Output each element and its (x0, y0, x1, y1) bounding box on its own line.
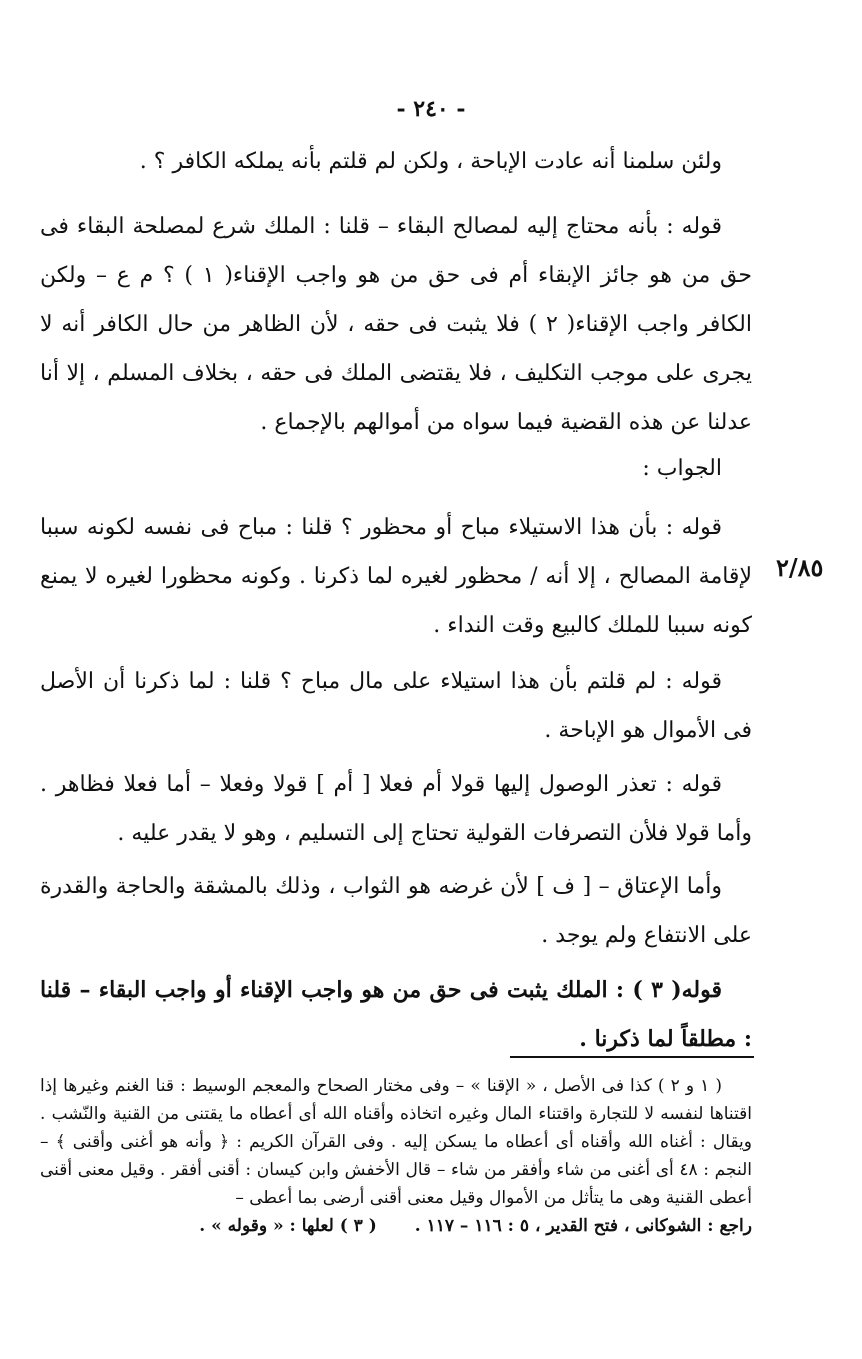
paragraph-block-5 (40, 657, 752, 755)
paragraph-8: قوله( ٣ ) : الملك يثبت فى حق من هو واجب الإقناء أو واجب البقاء – قلنا : مطلقاً لما ذكرنا . (40, 977, 752, 1052)
paragraph-block-2 (40, 202, 752, 447)
footnotes (40, 1072, 752, 1240)
paragraph-5: قوله : لم قلتم بأن هذا استيلاء على مال مباح ؟ قلنا : لما ذكرنا أن الأصل فى الأموال هو الإباحة . (40, 669, 752, 743)
page-number: - ٢٤٠ - (396, 96, 466, 122)
footnote-separator (510, 1056, 754, 1058)
paragraph-4: قوله : بأن هذا الاستيلاء مباح أو محظور ؟ قلنا : مباح فى نفسه لكونه سببا لإقامة المصالح ، إلا أنه / محظور لغيره لما ذكرنا . وكونه محظورا لغيره لا يمنع كونه سببا للملك كالبيع وقت النداء . (40, 515, 752, 638)
paragraph-block-6 (40, 760, 752, 858)
footnote-reference-line (40, 1212, 752, 1240)
paragraph-block-8 (40, 966, 752, 1064)
manuscript-folio-marker: ٢/٨٥ (776, 553, 824, 582)
paragraph-6: قوله : تعذر الوصول إليها قولا أم فعلا [ أم ] قولا وفعلا – أما فعلا فظاهر . وأما قولا فلأن التصرفات القولية تحتاج إلى التسليم ، وهو لا يقدر عليه . (40, 772, 752, 846)
paragraph-2: قوله : بأنه محتاج إليه لمصالح البقاء – قلنا : الملك شرع لمصلحة البقاء فى حق من هو جائز الإبقاء أم فى حق من هو واجب الإقناء( ١ ) ؟ م ع – ولكن الكافر واجب الإقناء( ٢ ) فلا يثبت فى حقه ، لأن الظاهر من حال الكافر أنه لا يجرى على موجب التكليف ، فلا يقتضى الملك فى حقه ، بخلاف المسلم ، إلا أنا عدلنا عن هذه القضية فيما سواه من أموالهم بالإجماع . (40, 214, 752, 435)
footnote-reference: راجع : الشوكانى ، فتح القدير ، ٥ : ١١٦ – ١١٧ . (414, 1216, 752, 1236)
paragraph-1: ولئن سلمنا أنه عادت الإباحة ، ولكن لم قلتم بأنه يملكه الكافر ؟ . (139, 149, 722, 174)
paragraph-block-4 (40, 503, 752, 650)
paragraph-7: وأما الإعتاق – [ ف ] لأن غرضه هو الثواب ، وذلك بالمشقة والحاجة والقدرة على الانتفاع ولم يوجد . (40, 874, 752, 948)
footnote-1-2: ( ١ و ٢ ) كذا فى الأصل ، « الإقنا » – وفى مختار الصحاح والمعجم الوسيط : قنا الغنم وغيرها إذا اقتناها لنفسه لا للتجارة واقتناء المال وغيره اتخاذه وأقناه الله أى أعطاه ما يقتنى من القنية والنّشب . ويقال : أغناه الله وأقناه أى أعطاه ما يسكن إليه . وفى القرآن الكريم : ﴿ وأنه هو أغنى وأقنى ﴾ – النجم : ٤٨ أى أغنى من شاء وأفقر من شاء – قال الأخفش وابن كيسان : أقنى أفقر . وقيل معنى أقنى أعطى القنية وهى ما يتأثل من الأموال وقيل معنى أقنى أرضى بما أعطى – (40, 1076, 752, 1208)
footnote-3: ( ٣ ) لعلها : « وقوله » . (199, 1216, 377, 1236)
answer-heading: الجواب : (642, 456, 722, 481)
body-text (40, 137, 752, 186)
paragraph-block-7 (40, 862, 752, 960)
paragraph-block-3 (40, 444, 752, 493)
